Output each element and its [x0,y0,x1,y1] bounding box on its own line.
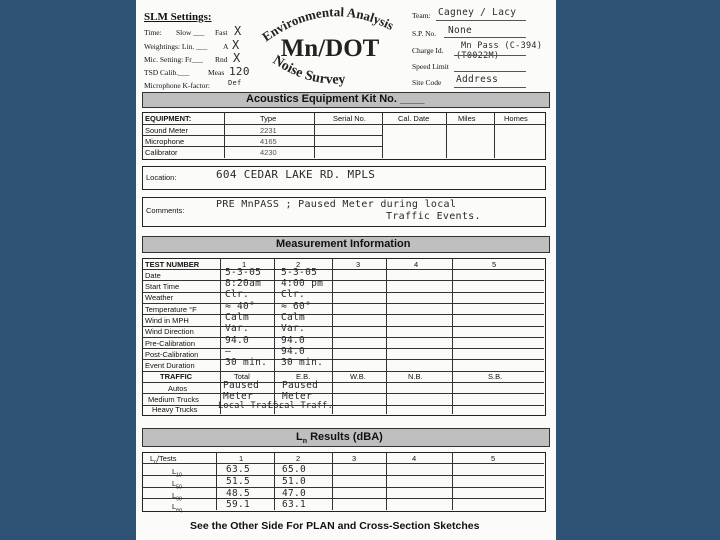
results-title-suffix: Results (dBA) [307,431,383,443]
charge-value-2: (T0022M) [456,51,500,61]
results-row-label-sub: 50 [176,484,182,491]
comments-value: PRE MnPASS ; Paused Meter during local [216,199,457,210]
traffic-row-v1: Local Traff. [218,401,284,411]
team-value: Cagney / Lacy [438,7,517,18]
meas-row-v2: 30 min. [281,357,324,368]
test-number-4: 4 [414,260,419,269]
meas-row-label: Pre-Calibration [145,339,196,348]
meas-row-label: Temperature °F [145,305,197,314]
equipment-row-name: Sound Meter [145,126,188,135]
equipment-row-type: 4165 [260,137,277,146]
traffic-row-label: Heavy Trucks [152,405,198,414]
traffic-header-total: Total [234,372,250,381]
meas-row-label: Weather [145,293,174,302]
equipment-row-type: 4230 [260,148,277,157]
results-row-label-prefix: L [172,491,177,500]
traffic-row-v1: Meter [223,391,254,402]
test-number-label: TEST NUMBER [145,260,200,269]
results-row-label-sub: 90 [176,496,182,503]
meas-row-v2: Calm [281,312,306,323]
meas-row-v2: Clr. [281,289,306,300]
results-row-label-sub: eq [176,507,182,514]
results-test-4: 4 [412,454,417,463]
slm-time-fast: Fast [215,28,228,37]
meas-row-v2: 5-3-05 [281,267,318,278]
meas-row-label: Date [145,271,161,280]
meas-row-label: Wind Direction [145,327,194,336]
location-value: 604 CEDAR LAKE RD. MPLS [216,168,376,181]
traffic-header-nb: N.B. [408,372,423,381]
traffic-label: TRAFFIC [160,372,193,381]
grid-row-line [142,463,544,464]
site-code-label: Site Code [412,78,442,87]
grid-row-line [142,292,544,293]
results-title-prefix: L [296,431,303,443]
results-row-v1: 59.1 [226,499,251,510]
grid-col-line [332,452,333,510]
traffic-row-v2: Paused [282,380,319,391]
traffic-row-v1: Paused [223,380,260,391]
results-row-label-prefix: L [172,502,177,511]
results-col-label-sub: n [154,459,157,466]
grid-row-line [142,326,544,327]
slm-mic-label: Mic. Setting: Fr___ [144,55,203,64]
meas-row-v1: Clr. [225,289,250,300]
slm-time-label: Time: [144,28,162,37]
grid-col-line [220,258,221,414]
results-row-label-sub: 10 [176,472,182,479]
slm-mic-rnd: Rnd [215,55,228,64]
grid-row-line [142,359,544,360]
meas-row-label: Wind in MPH [145,316,189,325]
results-col-label-suffix: /Tests [156,454,177,463]
grid-row-line [142,269,544,270]
results-row-label [172,480,182,491]
grid-row-line [142,280,544,281]
meas-row-v2: ≈ 60° [281,301,312,312]
meas-row-v2: 4:00 pm [281,278,324,289]
traffic-header-eb: E.B. [296,372,311,381]
slm-kfactor-value: Def [228,79,242,87]
meas-row-v1: Var. [225,323,250,334]
logo-main-text: Mn/DOT [280,35,380,62]
comments-value-2: Traffic Events. [386,211,481,222]
slm-time-mark: X [234,24,242,38]
results-row-label [172,468,182,479]
results-title [296,431,383,445]
grid-row-line [142,475,544,476]
slm-weighting-mark: X [232,38,240,52]
grid-row-line [142,348,544,349]
grid-row-line [142,405,544,406]
grid-col-line [216,452,217,510]
results-table [142,452,546,512]
meas-row-v2: 94.0 [281,335,306,346]
equipment-row-name: Microphone [145,137,185,146]
meas-row-v2: 94.0 [281,346,306,357]
grid-col-line [452,452,453,510]
sp-value: None [448,25,473,36]
grid-row-line [142,314,544,315]
grid-col-line [386,258,387,414]
slm-weighting-a: A [223,42,229,51]
equipment-header-cal-date: Cal. Date [398,114,430,123]
test-number-2: 2 [296,260,301,269]
footer-note: See the Other Side For PLAN and Cross-Section Sketches [190,520,480,532]
equipment-row-name: Calibrator [145,148,178,157]
meas-row-v1: — [225,346,232,357]
slm-title: SLM Settings: [144,11,212,23]
slm-tsd-value: 120 [229,65,250,78]
test-number-3: 3 [356,260,361,269]
results-row-v2: 51.0 [282,476,307,487]
grid-row-line [142,382,544,383]
meas-row-v1: 8:20am [225,278,262,289]
test-number-1: 1 [242,260,247,269]
meas-row-v2: Var. [281,323,306,334]
meas-row-v1: 94.0 [225,335,250,346]
meas-row-label: Event Duration [145,361,195,370]
grid-col-line [274,258,275,414]
equipment-header-serial: Serial No. [333,114,366,123]
grid-row-line [142,303,544,304]
results-col-label-prefix: L [150,454,155,463]
team-label: Team: [412,11,431,20]
results-row-v1: 51.5 [226,476,251,487]
traffic-row-label: Autos [168,384,188,393]
slm-mic-mark: X [233,51,241,65]
grid-row-line [142,393,544,394]
traffic-header-wb: W.B. [350,372,366,381]
equipment-header-homes: Homes [504,114,528,123]
slm-kfactor-label: Microphone K-factor: [144,81,211,90]
results-row-label-prefix: L [172,479,177,488]
results-title-sub: n [302,438,308,446]
site-code-value: Address [456,74,499,85]
results-row-label [172,492,182,503]
traffic-header-sb: S.B. [488,372,503,381]
speed-limit-label: Speed Limit [412,62,449,71]
results-row-v2: 63.1 [282,499,307,510]
charge-value: Mn Pass (C-394) [461,41,543,51]
grid-col-line [274,452,275,510]
traffic-row-label: Medium Trucks [148,395,199,404]
grid-row-line [142,371,544,372]
grid-row-line [142,487,544,488]
traffic-row-v2: Meter [282,391,313,402]
results-col-label [150,455,177,466]
results-row-label [172,503,182,514]
results-row-v2: 47.0 [282,488,307,499]
equipment-kit-title: Acoustics Equipment Kit No. ____ [246,93,425,105]
meas-row-label: Post-Calibration [145,350,199,359]
meas-row-v1: ≈ 40° [225,301,256,312]
results-test-3: 3 [352,454,357,463]
results-test-5: 5 [491,454,496,463]
results-row-v2: 65.0 [282,464,307,475]
sp-label: S.P. No. [412,29,437,38]
meas-row-v1: Calm [225,312,250,323]
meas-row-v1: 5-3-05 [225,267,262,278]
survey-form-sheet [136,0,556,540]
charge-label: Charge Id. [412,46,444,55]
results-test-2: 2 [296,454,301,463]
logo-bottom-text: Noise Survey [269,52,346,88]
grid-col-line [332,258,333,414]
measurement-title: Measurement Information [276,238,411,250]
slm-tsd-meas: Meas [208,68,225,77]
results-row-v1: 48.5 [226,488,251,499]
results-test-1: 1 [239,454,244,463]
results-row-v1: 63.5 [226,464,251,475]
test-number-5: 5 [492,260,497,269]
comments-label: Comments: [146,206,185,215]
logo-top-text: Environmental Analysis [259,4,397,45]
mndot-logo [254,2,404,92]
meas-row-v1: 30 min. [225,357,268,368]
equipment-header-miles: Miles [458,114,476,123]
slm-tsd-label: TSD Calib.___ [144,68,190,77]
traffic-row-v2: Local Traff. [268,401,334,411]
slm-time-slow: Slow ___ [176,28,205,37]
grid-col-line [386,452,387,510]
grid-row-line [142,337,544,338]
equipment-header-equipment: EQUIPMENT: [145,114,192,123]
equipment-header-type: Type [260,114,277,123]
results-row-label-prefix: L [172,467,177,476]
equipment-row-type: 2231 [260,126,277,135]
grid-col-line [452,258,453,414]
grid-row-line [142,498,544,499]
meas-row-label: Start Time [145,282,180,291]
location-label: Location: [146,173,177,182]
slm-weighting-label: Weightings: Lin. ___ [144,42,208,51]
